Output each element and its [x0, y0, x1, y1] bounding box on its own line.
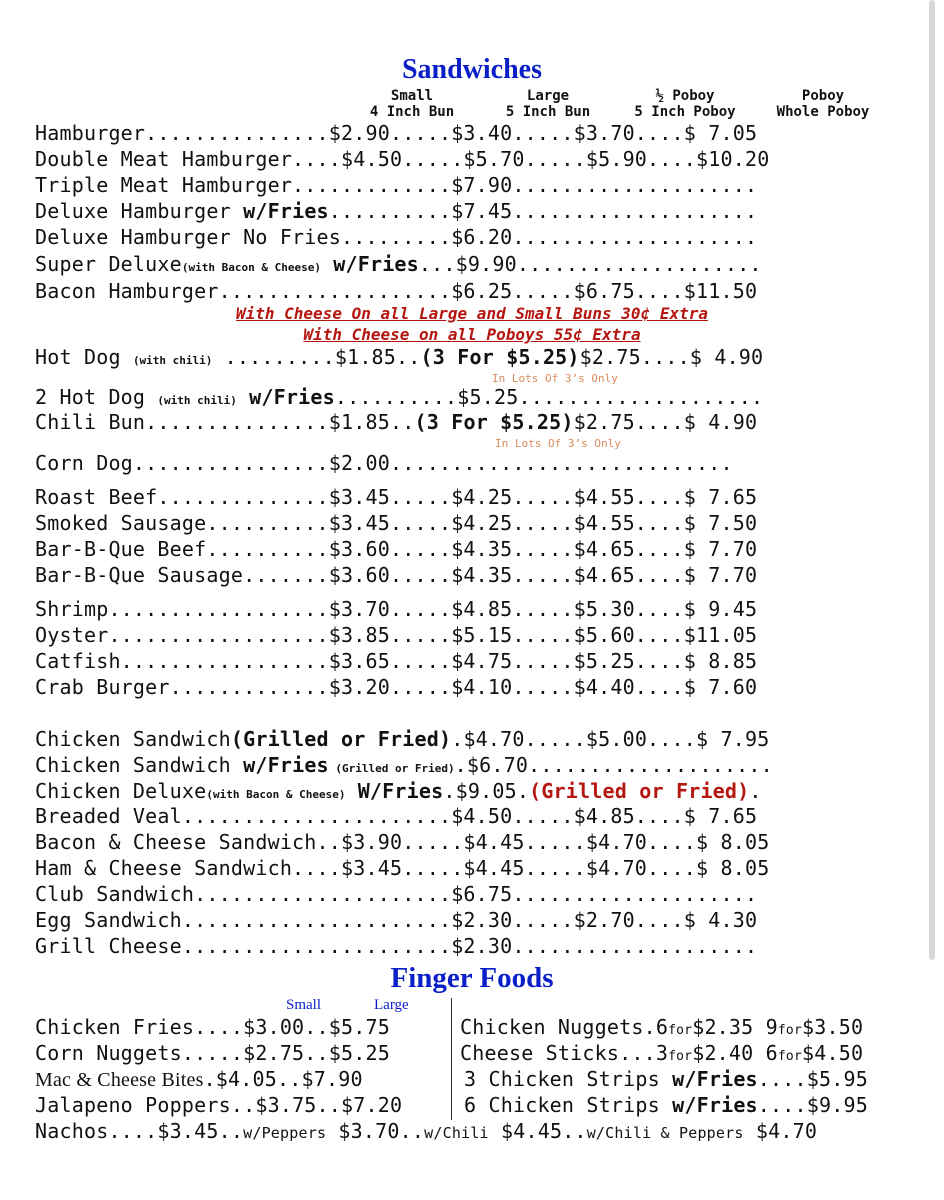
- item-option: w/Peppers: [243, 1124, 327, 1142]
- lots-note: In Lots Of 3’s Only: [492, 372, 618, 385]
- menu-row-club: Club Sandwich.....................$6.75....................: [35, 882, 758, 906]
- column-header-poboy: [743, 88, 903, 120]
- item-name: Nachos....$3.45..: [35, 1119, 244, 1143]
- column-header-line: 4 Inch Bun: [369, 104, 455, 120]
- item-fries: w/Fries: [672, 1093, 758, 1117]
- menu-row-egg: Egg Sandwich......................$2.30.....$2.70....$ 4.30: [35, 908, 758, 932]
- menu-row-catfish: Catfish.................$3.65.....$4.75.....$5.25....$ 8.85: [35, 649, 758, 673]
- item-price: $3.70..: [326, 1119, 425, 1143]
- finger-header-small: Small: [286, 997, 322, 1013]
- menu-row-corn-dog: Corn Dog................$2.00............................: [35, 451, 733, 475]
- item-fries: w/Fries: [320, 252, 419, 276]
- lots-note: In Lots Of 3’s Only: [495, 437, 621, 450]
- item-note: (Grilled or Fried): [328, 762, 455, 775]
- finger-row-mac-cheese: [35, 1067, 363, 1092]
- column-header-large: [468, 88, 628, 120]
- item-name: Chicken Sandwich: [35, 727, 231, 751]
- item-price: ..........$7.45....................: [328, 199, 758, 223]
- item-for: for: [777, 1023, 802, 1038]
- menu-row-bbq-beef: Bar-B-Que Beef..........$3.60.....$4.35.....$4.65....$ 7.70: [35, 537, 758, 561]
- item-price: $4.45..: [488, 1119, 587, 1143]
- item-fries: w/Fries: [243, 199, 329, 223]
- item-style: (Grilled or Fried): [529, 779, 750, 803]
- finger-row-6-strips: [464, 1093, 868, 1117]
- item-dot: .: [749, 779, 762, 803]
- menu-row-double-meat: Double Meat Hamburger....$4.50.....$5.70.....$5.90....$10.20: [35, 147, 770, 171]
- menu-row-hamburger: Hamburger...............$2.90.....$3.40.....$3.70....$ 7.05: [35, 121, 758, 145]
- item-for: for: [668, 1023, 693, 1038]
- item-name: Mac & Cheese Bites: [35, 1069, 204, 1091]
- menu-row-chicken-fries: [35, 753, 773, 781]
- menu-row-smoked-sausage: Smoked Sausage..........$3.45.....$4.25.....$4.55....$ 7.50: [35, 511, 758, 535]
- menu-row-deluxe-fries: [35, 199, 757, 223]
- item-note: (with Bacon & Cheese): [181, 261, 321, 274]
- finger-row-cheese-sticks: [460, 1041, 863, 1069]
- menu-row-chili-bun: [35, 410, 757, 434]
- menu-row-triple-meat: Triple Meat Hamburger.............$7.90....................: [35, 173, 758, 197]
- item-price: ...$9.90....................: [418, 252, 762, 276]
- item-price: .$4.70.....$5.00....$ 7.95: [451, 727, 770, 751]
- item-fries: W/Fries: [345, 779, 444, 803]
- item-price: $4.70: [743, 1119, 818, 1143]
- item-price: $2.75....$ 4.90: [579, 345, 764, 369]
- finger-header-large: Large: [374, 997, 409, 1013]
- item-name: Chicken Sandwich: [35, 753, 244, 777]
- column-header-line: Poboy: [801, 88, 845, 104]
- item-price: ....$5.95: [757, 1067, 868, 1091]
- item-price: $2.40 6: [692, 1041, 778, 1065]
- menu-row-super-deluxe: [35, 252, 762, 280]
- menu-row-2-hot-dog: [35, 385, 763, 413]
- finger-row-corn-nuggets: Corn Nuggets.....$2.75..$5.25: [35, 1041, 390, 1065]
- column-header-line: 5 Inch Poboy: [634, 104, 736, 120]
- item-qty: 3: [655, 1041, 669, 1065]
- item-name: Hot Dog: [35, 345, 133, 369]
- item-for: for: [668, 1049, 693, 1064]
- item-fries: w/Fries: [243, 753, 329, 777]
- menu-row-chicken-deluxe: [35, 779, 762, 807]
- item-name: Deluxe Hamburger: [35, 199, 244, 223]
- item-name: Chili Bun...............$1.85..: [35, 410, 415, 434]
- menu-row-hot-dog: [35, 345, 763, 373]
- item-note: (with Bacon & Cheese): [206, 788, 346, 801]
- column-header-line: Small: [390, 88, 434, 104]
- item-name: Chicken Deluxe: [35, 779, 207, 803]
- item-price: $2.75....$ 4.90: [573, 410, 758, 434]
- item-name: Chicken Nuggets.: [460, 1015, 656, 1039]
- item-price: .........$1.85..: [212, 345, 421, 369]
- menu-row-bbq-sausage: Bar-B-Que Sausage.......$3.60.....$4.35.....$4.65....$ 7.70: [35, 563, 758, 587]
- item-name: 6 Chicken Strips: [464, 1093, 673, 1117]
- item-fries: w/Fries: [236, 385, 335, 409]
- menu-row-bacon-cheese: Bacon & Cheese Sandwich..$3.90.....$4.45.....$4.70....$ 8.05: [35, 830, 770, 854]
- item-price: $2.35 9: [692, 1015, 778, 1039]
- column-header-half-poboy: [605, 88, 765, 120]
- item-fries: w/Fries: [672, 1067, 758, 1091]
- item-price: ..$3.75..$7.20: [230, 1093, 403, 1117]
- item-name: Jalapeno Poppers: [35, 1093, 231, 1117]
- finger-foods-divider: [451, 998, 452, 1120]
- item-style: (Grilled or Fried): [230, 727, 452, 751]
- column-header-line: 5 Inch Bun: [505, 104, 591, 120]
- menu-row-roast-beef: Roast Beef..............$3.45.....$4.25.....$4.55....$ 7.65: [35, 485, 758, 509]
- menu-row-grill-cheese: Grill Cheese......................$2.30....................: [35, 934, 758, 958]
- item-price: $3.50: [801, 1015, 864, 1039]
- finger-row-nachos: [35, 1119, 817, 1145]
- finger-row-jalapeno: [35, 1093, 402, 1117]
- menu-row-ham-cheese: Ham & Cheese Sandwich....$3.45.....$4.45.....$4.70....$ 8.05: [35, 856, 770, 880]
- item-price: .$4.05..$7.90: [203, 1067, 363, 1091]
- item-note: (with chili): [132, 354, 213, 367]
- item-name: Cheese Sticks...: [460, 1041, 656, 1065]
- cheese-note-poboys: With Cheese on all Poboys 55¢ Extra: [303, 325, 641, 344]
- menu-row-oyster: Oyster..................$3.85.....$5.15.....$5.60....$11.05: [35, 623, 758, 647]
- menu-row-breaded-veal: Breaded Veal......................$4.50.....$4.85....$ 7.65: [35, 804, 758, 828]
- scroll-edge: [929, 0, 935, 960]
- column-header-line: Large: [526, 88, 570, 104]
- item-name: 3 Chicken Strips: [464, 1067, 673, 1091]
- column-header-line: Whole Poboy: [776, 104, 870, 120]
- sandwiches-title: Sandwiches: [401, 54, 543, 85]
- menu-row-crab-burger: Crab Burger.............$3.20.....$4.10.....$4.40....$ 7.60: [35, 675, 758, 699]
- finger-foods-title: Finger Foods: [390, 962, 554, 994]
- item-price: .$9.05.: [443, 779, 530, 803]
- item-option: w/Chili & Peppers: [586, 1124, 744, 1142]
- item-qty: 6: [655, 1015, 669, 1039]
- item-price: ....$9.95: [757, 1093, 868, 1117]
- menu-row-chicken-sandwich: [35, 727, 769, 751]
- item-name: 2 Hot Dog: [35, 385, 158, 409]
- menu-row-bacon-hamburger: Bacon Hamburger...................$6.25.....$6.75....$11.50: [35, 279, 758, 303]
- menu-row-shrimp: Shrimp..................$3.70.....$4.85.....$5.30....$ 9.45: [35, 597, 758, 621]
- finger-row-chicken-nuggets: [460, 1015, 863, 1043]
- item-price: .$6.70....................: [454, 753, 773, 777]
- column-header-line: ½ Poboy: [655, 88, 715, 104]
- finger-row-chicken-fries: Chicken Fries....$3.00..$5.75: [35, 1015, 390, 1039]
- item-option: w/Chili: [424, 1124, 489, 1142]
- item-name: Super Deluxe: [35, 252, 182, 276]
- cheese-note-buns: With Cheese On all Large and Small Buns 30¢ Extra: [235, 304, 708, 323]
- item-note: (with chili): [157, 394, 237, 407]
- item-deal: (3 For $5.25): [414, 410, 574, 434]
- item-price: $4.50: [801, 1041, 864, 1065]
- item-deal: (3 For $5.25): [420, 345, 580, 369]
- menu-row-deluxe-no-fries: Deluxe Hamburger No Fries.........$6.20....................: [35, 225, 758, 249]
- finger-row-3-strips: [464, 1067, 868, 1091]
- item-price: ..........$5.25....................: [334, 385, 764, 409]
- item-for: for: [777, 1049, 802, 1064]
